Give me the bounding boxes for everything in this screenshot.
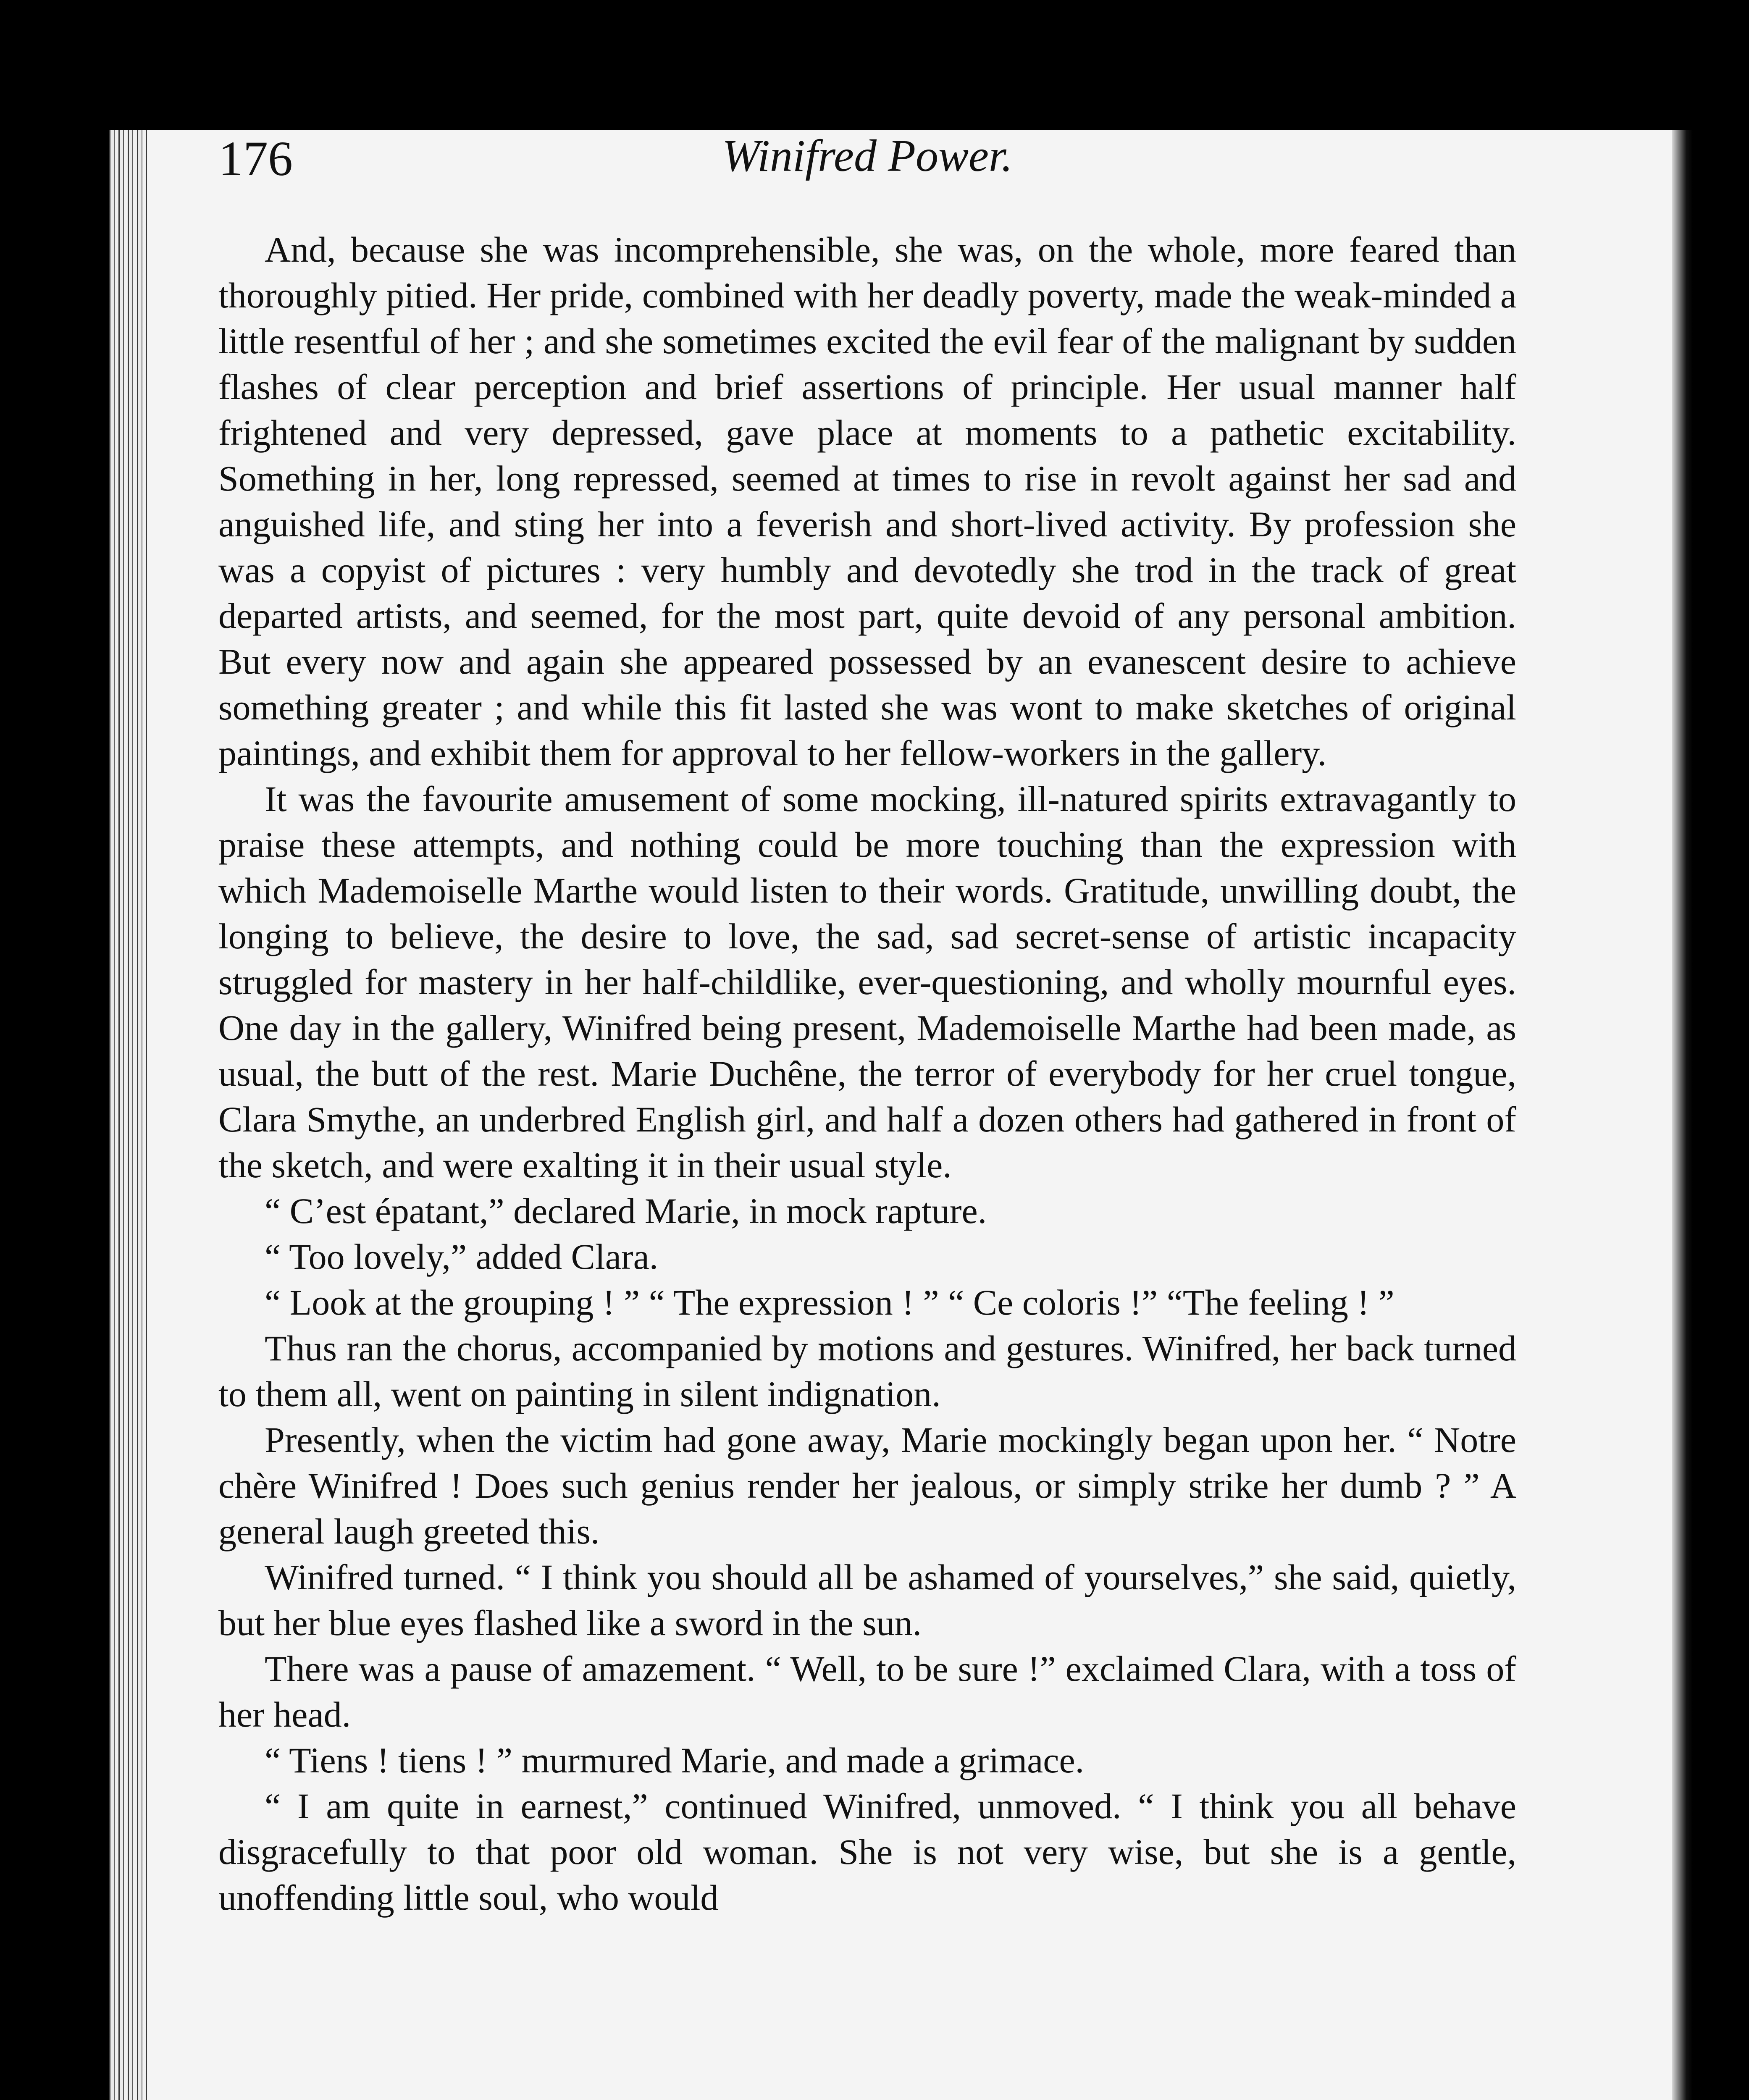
paragraph: And, because she was incomprehensible, she was, on the whole, more feared than thoroughly pitied. Her pride, combined with her deadly poverty, made the weak-minded a little resentful of her ; and she sometimes excited the evil fear of the malignant by sudden flashes of clear perception and brief assertions of principle. Her usual manner half frightened and very depressed, gave place at moments to a pathetic excitability. Something in her, long repressed, seemed at times to rise in revolt against her sad and anguished life, and sting her into a feverish and short-lived activity. By profession she was a copyist of pictures : very humbly and devotedly she trod in the track of great departed artists, and seemed, for the most part, quite devoid of any personal ambition. But every now and again she appeared possessed by an evanescent desire to achieve something greater ; and while this fit lasted she was wont to make sketches of original paintings, and exhibit them for approval to her fellow-workers in the gallery.: [218, 229, 1516, 773]
paragraph: Thus ran the chorus, accompanied by motions and gestures. Winifred, her back turned to them all, went on painting in silent indignation.: [218, 1328, 1516, 1414]
binding-edge: [109, 130, 147, 2100]
paragraph: “ C’est épatant,” declared Marie, in mock rapture.: [265, 1191, 987, 1231]
paragraph: There was a pause of amazement. “ Well, to be sure !” exclaimed Clara, with a toss of her head.: [218, 1648, 1516, 1735]
paragraph: Winifred turned. “ I think you should all be ashamed of yourselves,” she said, quietly, but her blue eyes flashed like a sword in the sun.: [218, 1557, 1516, 1643]
paragraph: “ Look at the grouping ! ” “ The expression ! ” “ Ce coloris !” “The feeling ! ”: [265, 1282, 1394, 1323]
paragraph: “ I am quite in earnest,” continued Winifred, unmoved. “ I think you all behave disgracefully to that poor old woman. She is not very wise, but she is a gentle, unoffending little soul, who would: [218, 1786, 1516, 1918]
body-text: [218, 227, 1516, 1921]
paragraph: “ Tiens ! tiens ! ” murmured Marie, and made a grimace.: [265, 1740, 1085, 1780]
page-number: 176: [218, 131, 293, 186]
paragraph: Presently, when the victim had gone away, Marie mockingly began upon her. “ Notre chère Winifred ! Does such genius render her jealous, or simply strike her dumb ? ” A general laugh greeted this.: [218, 1420, 1516, 1551]
page-edge-shadow: [1672, 130, 1693, 2100]
paragraph: It was the favourite amusement of some mocking, ill-natured spirits extravagantly to praise these attempts, and nothing could be more touching than the expression with which Mademoiselle Marthe would listen to their words. Gratitude, unwilling doubt, the longing to believe, the desire to love, the sad, sad secret-sense of artistic incapacity struggled for mastery in her half-childlike, ever-questioning, and wholly mournful eyes. One day in the gallery, Winifred being present, Mademoiselle Marthe had been made, as usual, the butt of the rest. Marie Duchêne, the terror of everybody for her cruel tongue, Clara Smythe, an underbred English girl, and half a dozen others had gathered in front of the sketch, and were exalting it in their usual style.: [218, 779, 1516, 1185]
page-header: [218, 130, 1516, 197]
running-title: Winifred Power.: [722, 131, 1013, 181]
paragraph: “ Too lovely,” added Clara.: [265, 1236, 659, 1277]
